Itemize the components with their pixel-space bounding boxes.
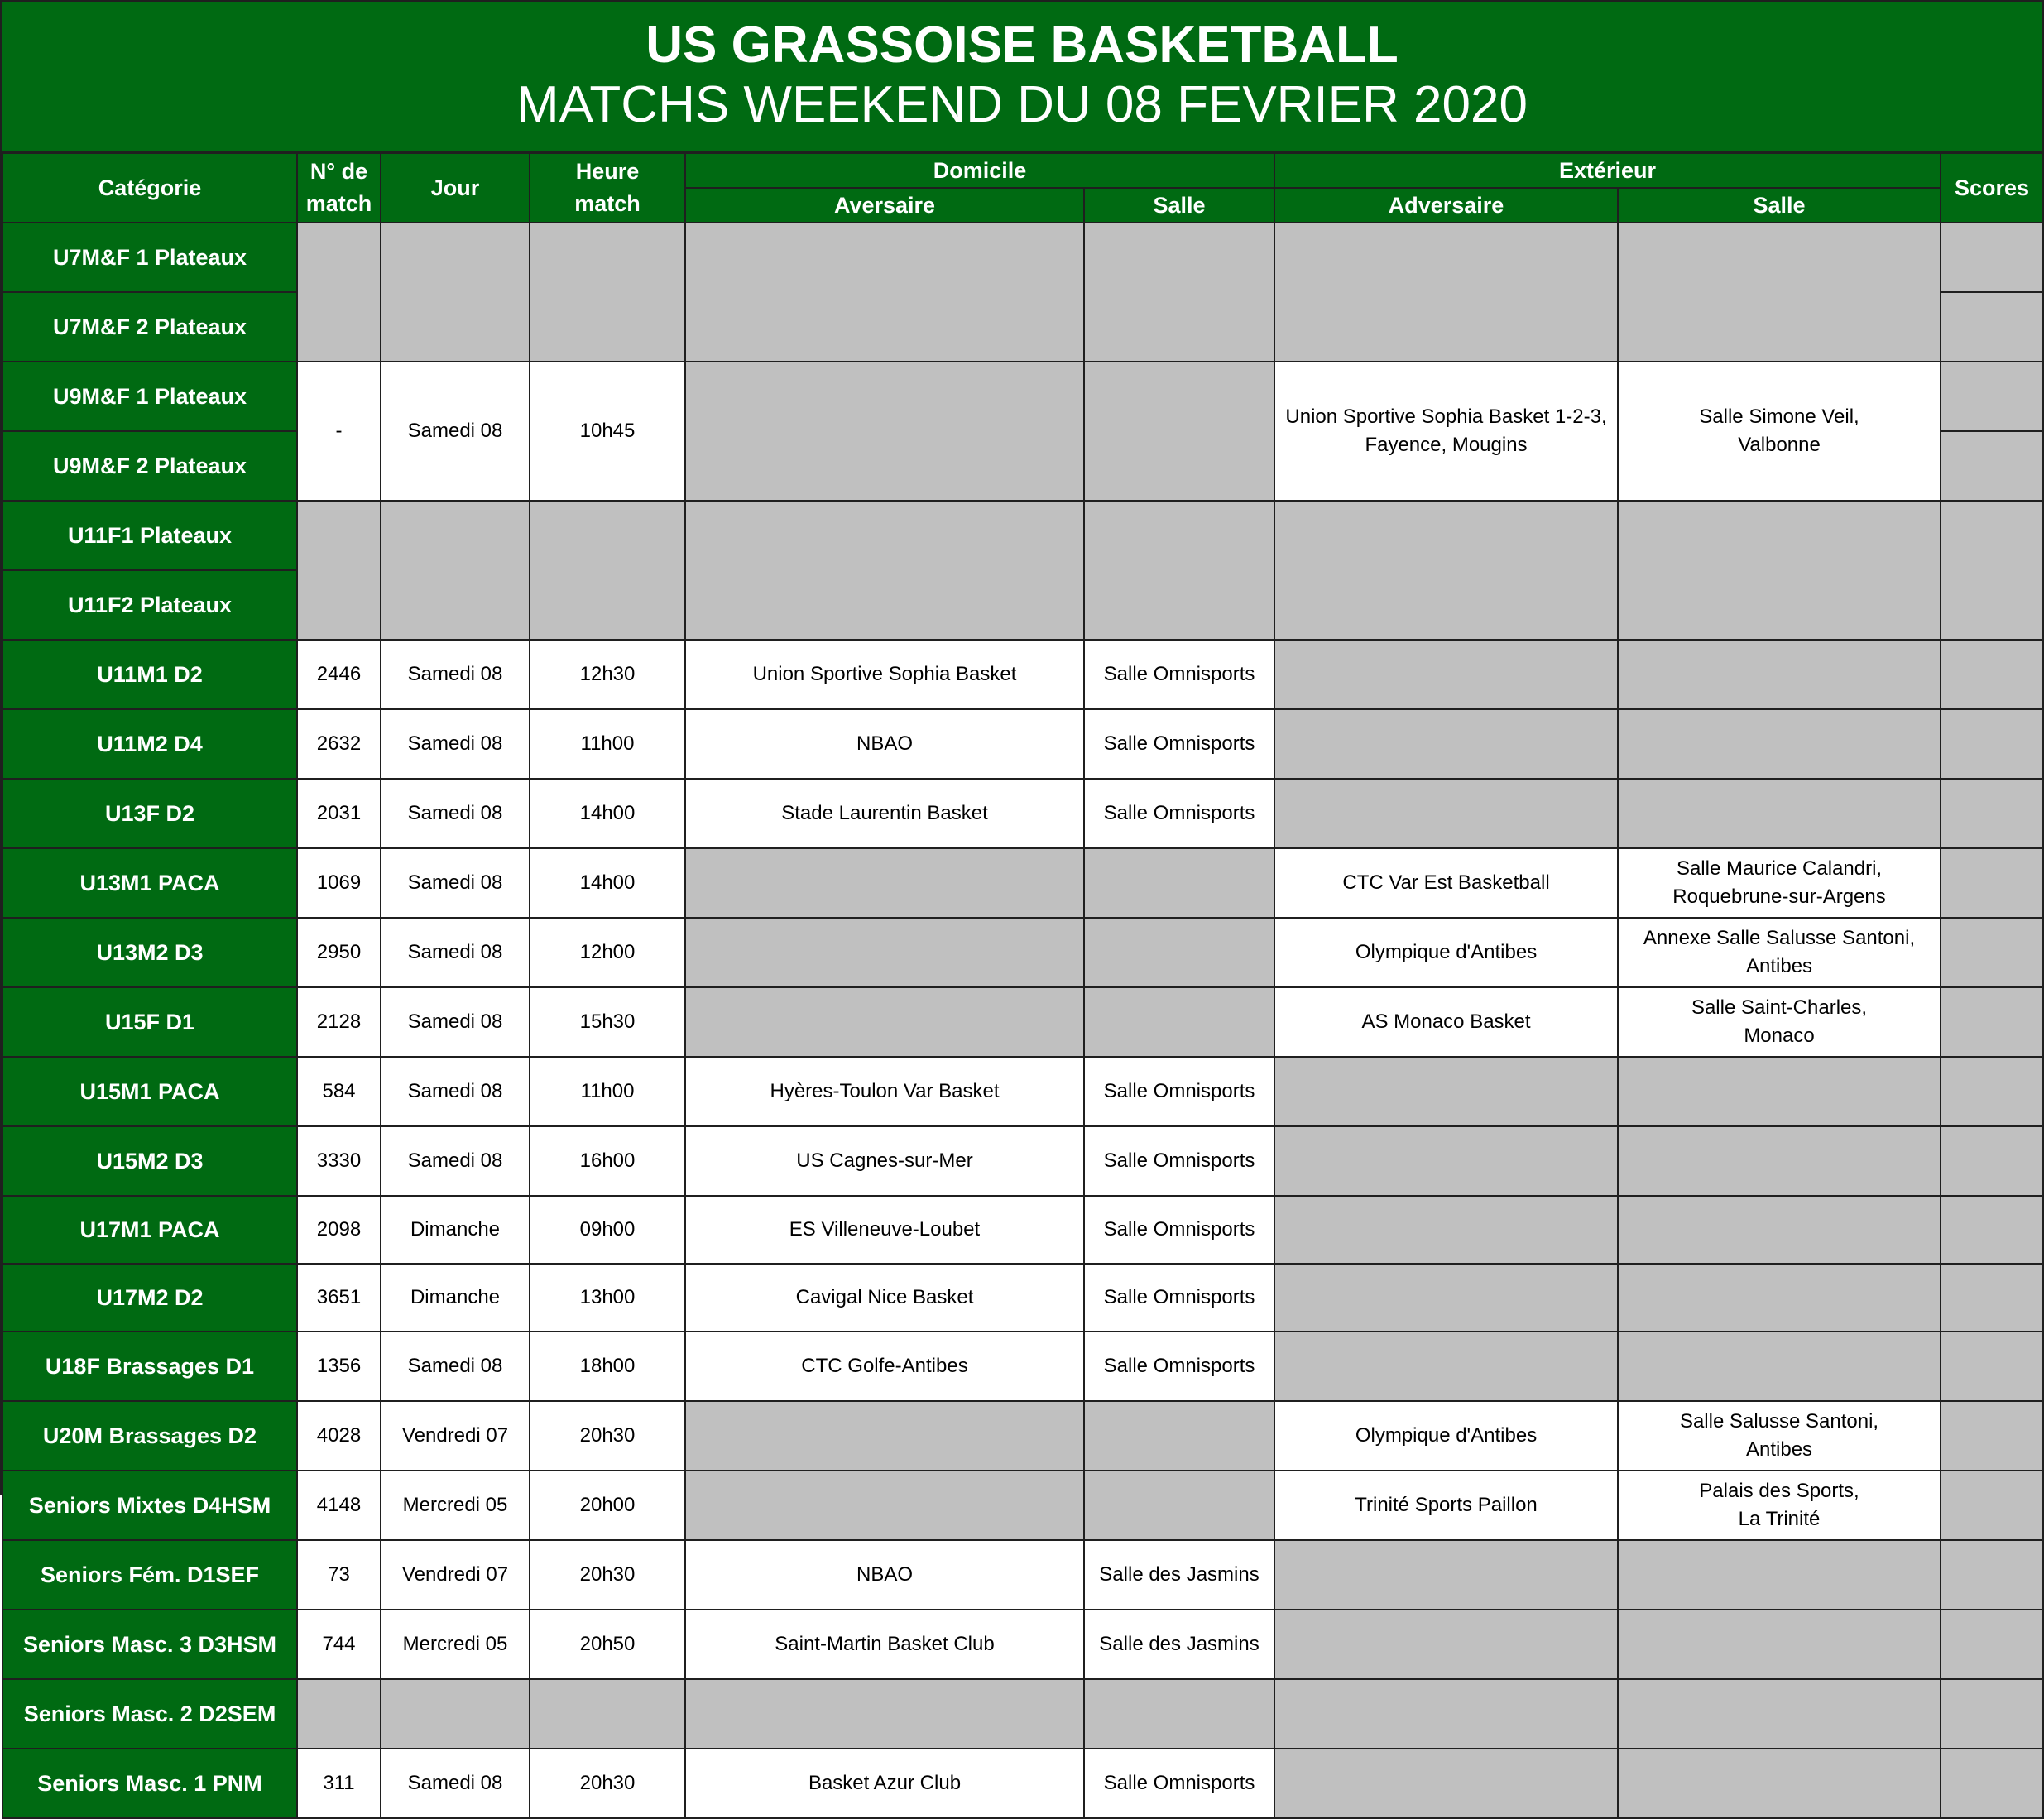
match-number-cell: 2031 — [297, 779, 381, 848]
heure-cell: 20h30 — [530, 1540, 685, 1610]
jour-cell: Samedi 08 — [381, 1332, 530, 1401]
categorie-cell: U15M1 PACA — [2, 1057, 297, 1126]
exterieur-adversaire-cell — [1274, 709, 1618, 779]
jour-cell — [381, 501, 530, 640]
domicile-adversaire-cell — [685, 1401, 1084, 1471]
table-body — [2, 223, 2043, 1818]
exterieur-salle-cell: Salle Maurice Calandri, Roquebrune-sur-Argens — [1618, 848, 1941, 918]
score-cell[interactable] — [1941, 1749, 2043, 1818]
heure-cell: 12h30 — [530, 640, 685, 709]
categorie-cell: U13M1 PACA — [2, 848, 297, 918]
heure-cell: 10h45 — [530, 362, 685, 501]
exterieur-salle-cell — [1618, 709, 1941, 779]
categorie-cell: U13M2 D3 — [2, 918, 297, 987]
domicile-adversaire-cell: Basket Azur Club — [685, 1749, 1084, 1818]
table-row — [2, 1610, 2043, 1679]
match-number-cell: 73 — [297, 1540, 381, 1610]
domicile-salle-cell: Salle des Jasmins — [1084, 1540, 1274, 1610]
match-number-cell — [297, 223, 381, 362]
exterieur-salle-cell — [1618, 779, 1941, 848]
categorie-cell: U11M1 D2 — [2, 640, 297, 709]
heure-cell — [530, 223, 685, 362]
col-jour: Jour — [381, 153, 530, 223]
col-exterieur-salle: Salle — [1618, 188, 1941, 223]
col-domicile-salle: Salle — [1084, 188, 1274, 223]
jour-cell: Samedi 08 — [381, 987, 530, 1057]
domicile-adversaire-cell — [685, 501, 1084, 640]
score-cell[interactable] — [1941, 501, 2043, 640]
table-row — [2, 1401, 2043, 1471]
domicile-adversaire-cell — [685, 1679, 1084, 1749]
categorie-cell: Seniors Masc. 2 D2SEM — [2, 1679, 297, 1749]
table-row — [2, 779, 2043, 848]
exterieur-adversaire-cell — [1274, 1749, 1618, 1818]
exterieur-salle-cell — [1618, 1679, 1941, 1749]
domicile-salle-cell — [1084, 848, 1274, 918]
domicile-adversaire-cell — [685, 848, 1084, 918]
jour-cell: Vendredi 07 — [381, 1401, 530, 1471]
table-row — [2, 223, 2043, 292]
domicile-salle-cell: Salle Omnisports — [1084, 709, 1274, 779]
score-cell[interactable] — [1941, 1196, 2043, 1264]
domicile-adversaire-cell — [685, 987, 1084, 1057]
exterieur-salle-cell: Salle Simone Veil, Valbonne — [1618, 362, 1941, 501]
domicile-adversaire-cell — [685, 362, 1084, 501]
categorie-cell: U9M&F 2 Plateaux — [2, 431, 297, 501]
col-heure: Heure match — [530, 153, 685, 223]
exterieur-adversaire-cell — [1274, 779, 1618, 848]
heure-cell: 20h30 — [530, 1401, 685, 1471]
match-table — [2, 152, 2044, 1819]
jour-cell: Samedi 08 — [381, 918, 530, 987]
match-number-cell: 744 — [297, 1610, 381, 1679]
score-cell[interactable] — [1941, 1540, 2043, 1610]
table-row — [2, 1196, 2043, 1264]
match-number-cell: 3651 — [297, 1264, 381, 1332]
table-row — [2, 501, 2043, 570]
exterieur-adversaire-cell — [1274, 1332, 1618, 1401]
domicile-salle-cell: Salle des Jasmins — [1084, 1610, 1274, 1679]
match-number-cell: 311 — [297, 1749, 381, 1818]
domicile-adversaire-cell: Stade Laurentin Basket — [685, 779, 1084, 848]
score-cell[interactable] — [1941, 1401, 2043, 1471]
exterieur-salle-cell — [1618, 640, 1941, 709]
heure-cell: 14h00 — [530, 779, 685, 848]
exterieur-salle-cell: Salle Salusse Santoni, Antibes — [1618, 1401, 1941, 1471]
exterieur-adversaire-cell: AS Monaco Basket — [1274, 987, 1618, 1057]
heure-cell: 11h00 — [530, 1057, 685, 1126]
categorie-cell: Seniors Masc. 3 D3HSM — [2, 1610, 297, 1679]
heure-cell: 14h00 — [530, 848, 685, 918]
table-row — [2, 1057, 2043, 1126]
domicile-salle-cell — [1084, 918, 1274, 987]
exterieur-adversaire-cell: Trinité Sports Paillon — [1274, 1471, 1618, 1540]
domicile-adversaire-cell — [685, 918, 1084, 987]
exterieur-adversaire-cell: CTC Var Est Basketball — [1274, 848, 1618, 918]
exterieur-salle-cell — [1618, 1749, 1941, 1818]
score-cell[interactable] — [1941, 1610, 2043, 1679]
domicile-adversaire-cell: US Cagnes-sur-Mer — [685, 1126, 1084, 1196]
jour-cell: Vendredi 07 — [381, 1540, 530, 1610]
categorie-cell: U17M2 D2 — [2, 1264, 297, 1332]
heure-cell: 18h00 — [530, 1332, 685, 1401]
match-number-cell: 2128 — [297, 987, 381, 1057]
table-row — [2, 1332, 2043, 1401]
exterieur-adversaire-cell — [1274, 1610, 1618, 1679]
categorie-cell: U11M2 D4 — [2, 709, 297, 779]
exterieur-adversaire-cell — [1274, 1057, 1618, 1126]
categorie-cell: U17M1 PACA — [2, 1196, 297, 1264]
exterieur-adversaire-cell — [1274, 1540, 1618, 1610]
score-cell[interactable] — [1941, 1332, 2043, 1401]
exterieur-adversaire-cell: Union Sportive Sophia Basket 1-2-3, Fayence, Mougins — [1274, 362, 1618, 501]
domicile-salle-cell — [1084, 1401, 1274, 1471]
exterieur-salle-cell — [1618, 223, 1941, 362]
exterieur-salle-cell — [1618, 1126, 1941, 1196]
table-row — [2, 1749, 2043, 1818]
jour-cell: Samedi 08 — [381, 1126, 530, 1196]
categorie-cell: U9M&F 1 Plateaux — [2, 362, 297, 431]
categorie-cell: Seniors Mixtes D4HSM — [2, 1471, 297, 1540]
score-cell[interactable] — [1941, 292, 2043, 362]
heure-cell: 20h30 — [530, 1749, 685, 1818]
col-scores: Scores — [1941, 153, 2043, 223]
table-row — [2, 640, 2043, 709]
domicile-salle-cell — [1084, 1679, 1274, 1749]
jour-cell: Mercredi 05 — [381, 1610, 530, 1679]
categorie-cell: U20M Brassages D2 — [2, 1401, 297, 1471]
col-exterieur-adversaire: Adversaire — [1274, 188, 1618, 223]
score-cell[interactable] — [1941, 1057, 2043, 1126]
categorie-cell: U18F Brassages D1 — [2, 1332, 297, 1401]
match-number-cell: 2950 — [297, 918, 381, 987]
score-cell[interactable] — [1941, 1679, 2043, 1749]
domicile-salle-cell: Salle Omnisports — [1084, 779, 1274, 848]
match-number-cell: 2632 — [297, 709, 381, 779]
match-number-cell: 4148 — [297, 1471, 381, 1540]
match-number-cell: 2446 — [297, 640, 381, 709]
domicile-adversaire-cell: Union Sportive Sophia Basket — [685, 640, 1084, 709]
categorie-cell: U13F D2 — [2, 779, 297, 848]
exterieur-adversaire-cell — [1274, 1126, 1618, 1196]
categorie-cell: U11F1 Plateaux — [2, 501, 297, 570]
categorie-cell: U11F2 Plateaux — [2, 570, 297, 640]
categorie-cell: U15M2 D3 — [2, 1126, 297, 1196]
exterieur-adversaire-cell: Olympique d'Antibes — [1274, 918, 1618, 987]
exterieur-adversaire-cell — [1274, 1264, 1618, 1332]
exterieur-salle-cell — [1618, 501, 1941, 640]
domicile-adversaire-cell: ES Villeneuve-Loubet — [685, 1196, 1084, 1264]
heure-cell: 12h00 — [530, 918, 685, 987]
domicile-salle-cell: Salle Omnisports — [1084, 1057, 1274, 1126]
heure-cell: 13h00 — [530, 1264, 685, 1332]
domicile-salle-cell: Salle Omnisports — [1084, 1749, 1274, 1818]
exterieur-adversaire-cell — [1274, 640, 1618, 709]
table-row — [2, 848, 2043, 918]
jour-cell: Samedi 08 — [381, 1057, 530, 1126]
categorie-cell: U7M&F 1 Plateaux — [2, 223, 297, 292]
exterieur-salle-cell: Salle Saint-Charles, Monaco — [1618, 987, 1941, 1057]
domicile-adversaire-cell: NBAO — [685, 709, 1084, 779]
exterieur-adversaire-cell — [1274, 1679, 1618, 1749]
score-cell[interactable] — [1941, 1126, 2043, 1196]
domicile-salle-cell — [1084, 362, 1274, 501]
domicile-salle-cell: Salle Omnisports — [1084, 1126, 1274, 1196]
table-row — [2, 987, 2043, 1057]
heure-cell: 09h00 — [530, 1196, 685, 1264]
col-categorie: Catégorie — [2, 153, 297, 223]
jour-cell: Samedi 08 — [381, 779, 530, 848]
table-row — [2, 709, 2043, 779]
domicile-adversaire-cell: Saint-Martin Basket Club — [685, 1610, 1084, 1679]
score-cell[interactable] — [1941, 779, 2043, 848]
jour-cell: Dimanche — [381, 1196, 530, 1264]
categorie-cell: U7M&F 2 Plateaux — [2, 292, 297, 362]
jour-cell: Samedi 08 — [381, 1749, 530, 1818]
domicile-adversaire-cell — [685, 223, 1084, 362]
match-number-cell: 584 — [297, 1057, 381, 1126]
table-row — [2, 362, 2043, 431]
domicile-salle-cell — [1084, 1471, 1274, 1540]
exterieur-salle-cell — [1618, 1264, 1941, 1332]
exterieur-adversaire-cell — [1274, 1196, 1618, 1264]
domicile-salle-cell — [1084, 223, 1274, 362]
exterieur-salle-cell — [1618, 1057, 1941, 1126]
match-number-cell: 4028 — [297, 1401, 381, 1471]
categorie-cell: Seniors Fém. D1SEF — [2, 1540, 297, 1610]
table-row — [2, 1471, 2043, 1540]
heure-cell: 20h00 — [530, 1471, 685, 1540]
col-group-domicile: Domicile — [685, 153, 1274, 188]
exterieur-adversaire-cell: Olympique d'Antibes — [1274, 1401, 1618, 1471]
jour-cell: Samedi 08 — [381, 362, 530, 501]
domicile-salle-cell — [1084, 501, 1274, 640]
domicile-adversaire-cell: Hyères-Toulon Var Basket — [685, 1057, 1084, 1126]
exterieur-adversaire-cell — [1274, 223, 1618, 362]
heure-cell: 20h50 — [530, 1610, 685, 1679]
domicile-salle-cell — [1084, 987, 1274, 1057]
match-number-cell: 3330 — [297, 1126, 381, 1196]
domicile-adversaire-cell: CTC Golfe-Antibes — [685, 1332, 1084, 1401]
table-row — [2, 1126, 2043, 1196]
score-cell[interactable] — [1941, 223, 2043, 292]
table-row — [2, 918, 2043, 987]
exterieur-salle-cell: Palais des Sports, La Trinité — [1618, 1471, 1941, 1540]
score-cell[interactable] — [1941, 987, 2043, 1057]
title-block — [2, 2, 2042, 152]
score-cell[interactable] — [1941, 362, 2043, 431]
exterieur-salle-cell — [1618, 1610, 1941, 1679]
heure-cell — [530, 1679, 685, 1749]
col-group-exterieur: Extérieur — [1274, 153, 1941, 188]
domicile-adversaire-cell: NBAO — [685, 1540, 1084, 1610]
domicile-salle-cell: Salle Omnisports — [1084, 640, 1274, 709]
heure-cell: 11h00 — [530, 709, 685, 779]
club-title: US GRASSOISE BASKETBALL — [645, 17, 1399, 74]
exterieur-salle-cell — [1618, 1196, 1941, 1264]
domicile-salle-cell: Salle Omnisports — [1084, 1196, 1274, 1264]
exterieur-adversaire-cell — [1274, 501, 1618, 640]
match-number-cell: 1356 — [297, 1332, 381, 1401]
score-cell[interactable] — [1941, 1264, 2043, 1332]
score-cell[interactable] — [1941, 709, 2043, 779]
table-row — [2, 1540, 2043, 1610]
domicile-salle-cell: Salle Omnisports — [1084, 1332, 1274, 1401]
domicile-adversaire-cell — [685, 1471, 1084, 1540]
weekend-subtitle: MATCHS WEEKEND DU 08 FEVRIER 2020 — [516, 76, 1528, 133]
score-cell[interactable] — [1941, 848, 2043, 918]
jour-cell: Samedi 08 — [381, 848, 530, 918]
jour-cell — [381, 1679, 530, 1749]
heure-cell: 15h30 — [530, 987, 685, 1057]
jour-cell: Samedi 08 — [381, 709, 530, 779]
score-cell[interactable] — [1941, 918, 2043, 987]
table-row — [2, 1679, 2043, 1749]
exterieur-salle-cell — [1618, 1332, 1941, 1401]
jour-cell — [381, 223, 530, 362]
categorie-cell: Seniors Masc. 1 PNM — [2, 1749, 297, 1818]
categorie-cell: U15F D1 — [2, 987, 297, 1057]
score-cell[interactable] — [1941, 640, 2043, 709]
match-number-cell — [297, 1679, 381, 1749]
heure-cell: 16h00 — [530, 1126, 685, 1196]
table-row — [2, 1264, 2043, 1332]
score-cell[interactable] — [1941, 1471, 2043, 1540]
col-domicile-adversaire: Aversaire — [685, 188, 1084, 223]
col-match-number: N° de match — [297, 153, 381, 223]
exterieur-salle-cell — [1618, 1540, 1941, 1610]
match-number-cell: - — [297, 362, 381, 501]
match-number-cell: 1069 — [297, 848, 381, 918]
domicile-adversaire-cell: Cavigal Nice Basket — [685, 1264, 1084, 1332]
match-number-cell: 2098 — [297, 1196, 381, 1264]
jour-cell: Samedi 08 — [381, 640, 530, 709]
jour-cell: Mercredi 05 — [381, 1471, 530, 1540]
score-cell[interactable] — [1941, 431, 2043, 501]
exterieur-salle-cell: Annexe Salle Salusse Santoni, Antibes — [1618, 918, 1941, 987]
heure-cell — [530, 501, 685, 640]
match-number-cell — [297, 501, 381, 640]
domicile-salle-cell: Salle Omnisports — [1084, 1264, 1274, 1332]
jour-cell: Dimanche — [381, 1264, 530, 1332]
